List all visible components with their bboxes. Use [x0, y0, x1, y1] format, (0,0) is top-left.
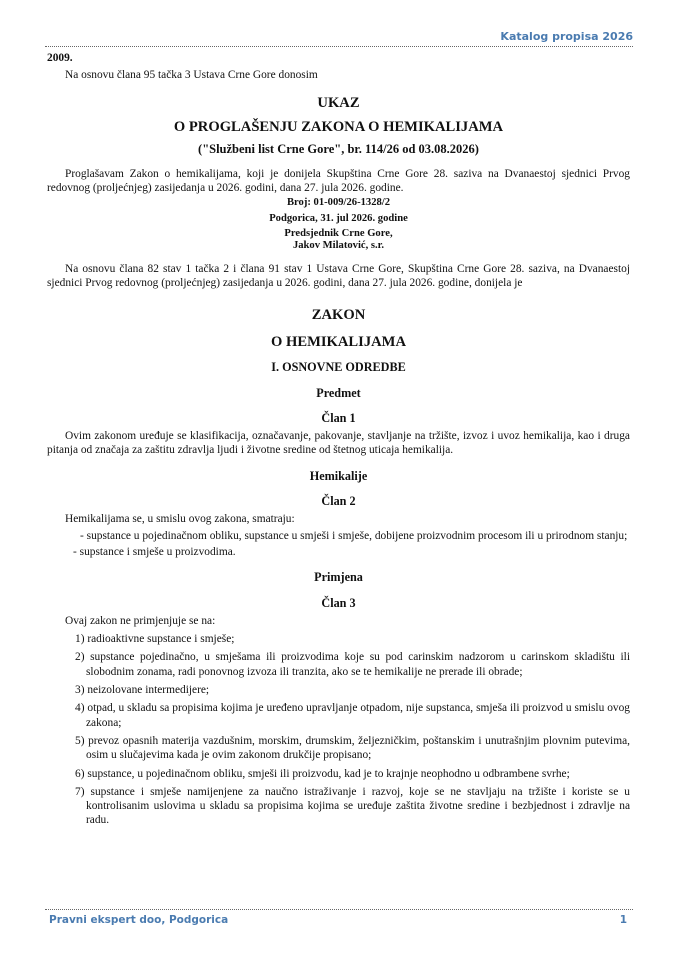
article-2-topic: Hemikalije [309, 468, 368, 483]
article-3-heading: Član 3 [321, 595, 356, 610]
page-header [45, 30, 633, 47]
article-3-item: 3) neizolovane intermedijere; [75, 684, 210, 697]
article-1-text: Ovim zakonom uređuje se klasifikacija, označavanje, pakovanje, stavljanje na tržište, izvoz i uvoz hemikalija, kao i druga pitanja od značaja za zaštitu zdravlja ljudi i životne sredine od štetnog uticaja hemikalija. [47, 430, 630, 457]
page-footer [45, 909, 633, 928]
article-2-heading: Član 2 [321, 494, 356, 509]
ukaz-subtitle: O PROGLAŠENJU ZAKONA O HEMIKALIJAMA [173, 118, 504, 135]
article-3-item: 1) radioaktivne supstance i smješe; [75, 633, 235, 646]
basis-text: Na osnovu člana 82 stav 1 tačka 2 i člana 91 stav 1 Ustava Crne Gore, Skupština Crne Gore 28. saziva, na Dvanaestoj sjednici Prvog redovnog (proljećnjeg) zasijedanja u 2026. godini, dana 27. jula 2026. godine, donijela je [47, 262, 630, 289]
law-title: ZAKON [311, 307, 366, 324]
catalog-title: Katalog propisa 2026 [500, 30, 633, 43]
article-3-intro: Ovaj zakon ne primjenjuje se na: [65, 614, 216, 627]
decree-place-date: Podgorica, 31. jul 2026. godine [269, 212, 408, 224]
page-number: 1 [619, 914, 627, 926]
article-3-item: 7) supstance i smješe namijenjene za naučno istraživanje i razvoj, koje se ne stavljaju na tržište i koriste se u kontrolisanim uslovima u skladu sa propisima kojima se uređuje zaštita životne sredine i bezbjednost i zdravlje na radu. [75, 785, 630, 827]
ukaz-title: UKAZ [317, 94, 360, 111]
publisher-name: Pravni ekspert doo, Podgorica [49, 914, 229, 926]
article-3-item: 4) otpad, u skladu sa propisima kojima je uređeno upravljanje otpadom, nije supstanca, smješa ili proizvod u smislu ovog zakona; [75, 702, 630, 729]
gazette-reference: ("Službeni list Crne Gore", br. 114/26 od 03.08.2026) [198, 141, 479, 156]
article-3-item: 5) prevoz opasnih materija vazdušnim, morskim, drumskim, željezničkim, poštanskim i unutrašnjim plovnim putevima, osim u slučajevima kada je ovim zakonom drukčije propisano; [75, 734, 630, 762]
section-heading: I. OSNOVNE ODREDBE [271, 360, 406, 375]
article-1-topic: Predmet [316, 385, 361, 400]
signatory-name: Jakov Milatović, s.r. [292, 240, 385, 252]
article-3-topic: Primjena [314, 570, 363, 585]
year-label: 2009. [47, 52, 73, 64]
signatory-role: Predsjednik Crne Gore, [284, 228, 393, 240]
article-2-item: - supstance u pojedinačnom obliku, supstance u smješi i smješe, dobijene proizvodnim procesom ili u prirodnom stanju; [80, 529, 628, 542]
article-2-item: - supstance i smješe u proizvodima. [73, 545, 236, 558]
article-1-heading: Član 1 [321, 410, 356, 425]
proclamation-text: Proglašavam Zakon o hemikalijama, koji je donijela Skupština Crne Gore 28. saziva na Dvanaestoj sjednici Prvog redovnog (proljećnjeg) zasijedanja u 2026. godini, dana 27. jula 2026. godine. [47, 167, 630, 195]
article-2-intro: Hemikalijama se, u smislu ovog zakona, smatraju: [65, 513, 295, 526]
preamble: Na osnovu člana 95 tačka 3 Ustava Crne Gore donosim [65, 69, 318, 82]
decree-number: Broj: 01-009/26-1328/2 [286, 197, 391, 209]
article-3-item: 6) supstance, u pojedinačnom obliku, smješi ili proizvodu, kad je to krajnje neophodno u odbrambene svrhe; [75, 767, 570, 780]
law-subtitle: O HEMIKALIJAMA [271, 334, 406, 351]
article-3-item: 2) supstance pojedinačno, u smješama ili proizvodima koje su pod carinskim nadzorom u carinskom skladištu ili slobodnim zonama, radi ponovnog izvoza ili tranzita, ako se te hemikalije ne prerade ili obrade; [75, 651, 630, 678]
document-body [47, 51, 630, 832]
